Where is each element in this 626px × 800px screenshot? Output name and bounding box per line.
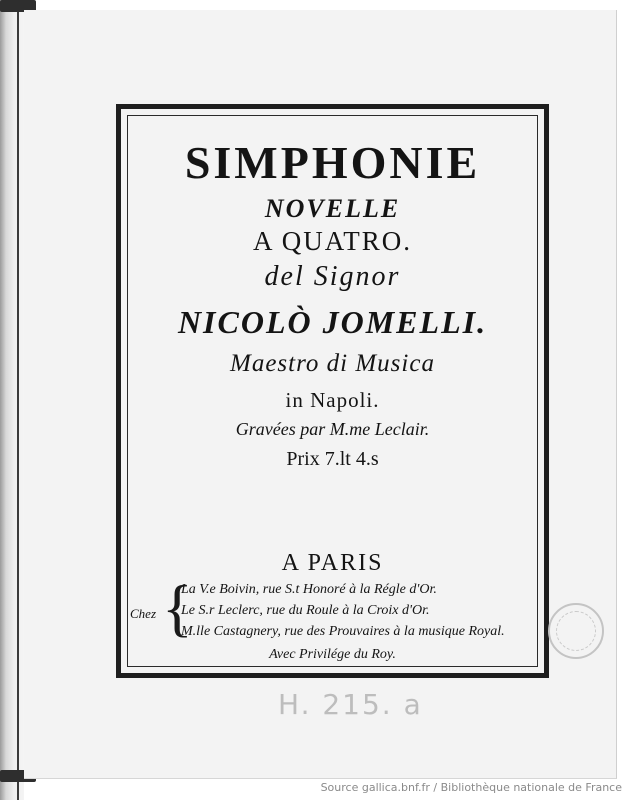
library-stamp-ring [556,611,596,651]
publication-city: A PARIS [281,550,384,576]
composer-name: NICOLÒ JOMELLI. [177,304,488,340]
engraver-credit: Gravées par M.me Leclair. [235,419,430,439]
work-subtitle: NOVELLE [264,194,401,223]
source-credit: Source gallica.bnf.fr / Bibliothèque nationale de France [320,781,622,794]
library-stamp [548,603,604,659]
title-frame-inner [127,115,538,667]
title-frame [116,104,549,678]
composer-role: Maestro di Musica [230,350,435,377]
price-text: Prix 7.lt 4.s [286,448,379,470]
royal-privilege: Avec Privilége du Roy. [269,647,396,662]
publisher-address-1: La V.e Boivin, rue S.t Honoré à la Régle d'Or. [181,582,437,597]
publisher-address-3: M.lle Castagnery, rue des Prouvaires à la musique Royal. [181,624,505,639]
by-line: del Signor [264,261,401,292]
chez-label: Chez [130,606,156,621]
work-title: SIMPHONIE [184,137,481,188]
binding-edge [17,0,19,800]
binding-spine [0,0,24,800]
publisher-address-2: Le S.r Leclerc, rue du Roule à la Croix d'Or. [181,603,430,618]
shelfmark-stamp: H. 215. a [278,688,423,721]
composer-place: in Napoli. [285,388,380,412]
scoring-text: A QUATRO. [252,226,412,256]
address-brace: { [162,572,193,643]
